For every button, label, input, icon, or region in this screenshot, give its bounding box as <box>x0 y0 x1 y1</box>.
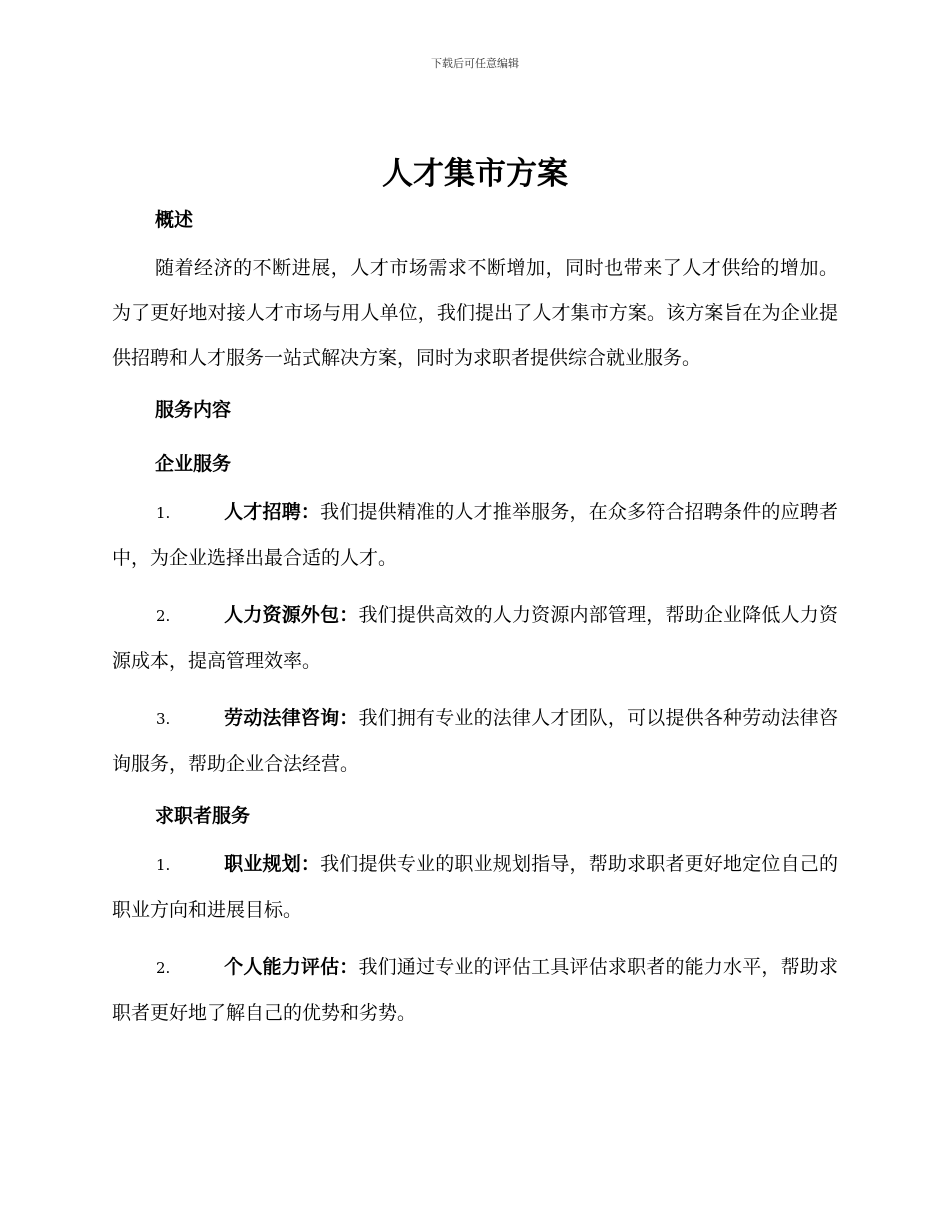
document-body <box>112 150 838 1036</box>
subsection-heading-jobseeker: 求职者服务 <box>155 805 251 827</box>
subsection-heading-enterprise: 企业服务 <box>155 453 232 475</box>
list-item-text: 我们通过专业的评估工具评估求职者的能力水平，帮助求职者更好地了解自己的优势和劣势。 <box>112 956 838 1024</box>
list-item-number: 1. <box>156 504 171 522</box>
list-item-number: 2. <box>156 607 171 625</box>
list-item-text: 我们拥有专业的法律人才团队，可以提供各种劳动法律咨询服务，帮助企业合法经营。 <box>112 707 838 775</box>
list-item <box>112 842 838 933</box>
section-heading-overview: 概述 <box>155 209 194 231</box>
list-item-label: 劳动法律咨询： <box>224 707 359 729</box>
list-item-label: 职业规划： <box>224 853 321 875</box>
list-item-text: 我们提供高效的人力资源内部管理，帮助企业降低人力资源成本，提高管理效率。 <box>112 604 838 672</box>
list-item-text: 我们提供专业的职业规划指导，帮助求职者更好地定位自己的职业方向和进展目标。 <box>112 853 838 921</box>
list-item <box>112 945 838 1036</box>
list-item-label: 人力资源外包： <box>224 604 359 626</box>
overview-paragraph: 随着经济的不断进展，人才市场需求不断增加，同时也带来了人才供给的增加。为了更好地对接人才市场与用人单位，我们提出了人才集市方案。该方案旨在为企业提供招聘和人才服务一站式解决方案，同时为求职者提供综合就业服务。 <box>112 257 838 369</box>
list-item-number: 3. <box>156 710 171 728</box>
section-heading-services: 服务内容 <box>155 399 232 421</box>
list-item-label: 人才招聘： <box>224 501 321 523</box>
list-item <box>112 490 838 581</box>
list-item-label: 个人能力评估： <box>224 956 359 978</box>
list-item-number: 1. <box>156 856 171 874</box>
list-item-text: 我们提供精准的人才推举服务，在众多符合招聘条件的应聘者中，为企业选择出最合适的人才。 <box>112 501 838 569</box>
list-item-number: 2. <box>156 959 171 977</box>
page-header-note: 下载后可任意编辑 <box>431 57 519 70</box>
document-title: 人才集市方案 <box>382 156 568 192</box>
list-item <box>112 696 838 787</box>
list-item <box>112 593 838 684</box>
